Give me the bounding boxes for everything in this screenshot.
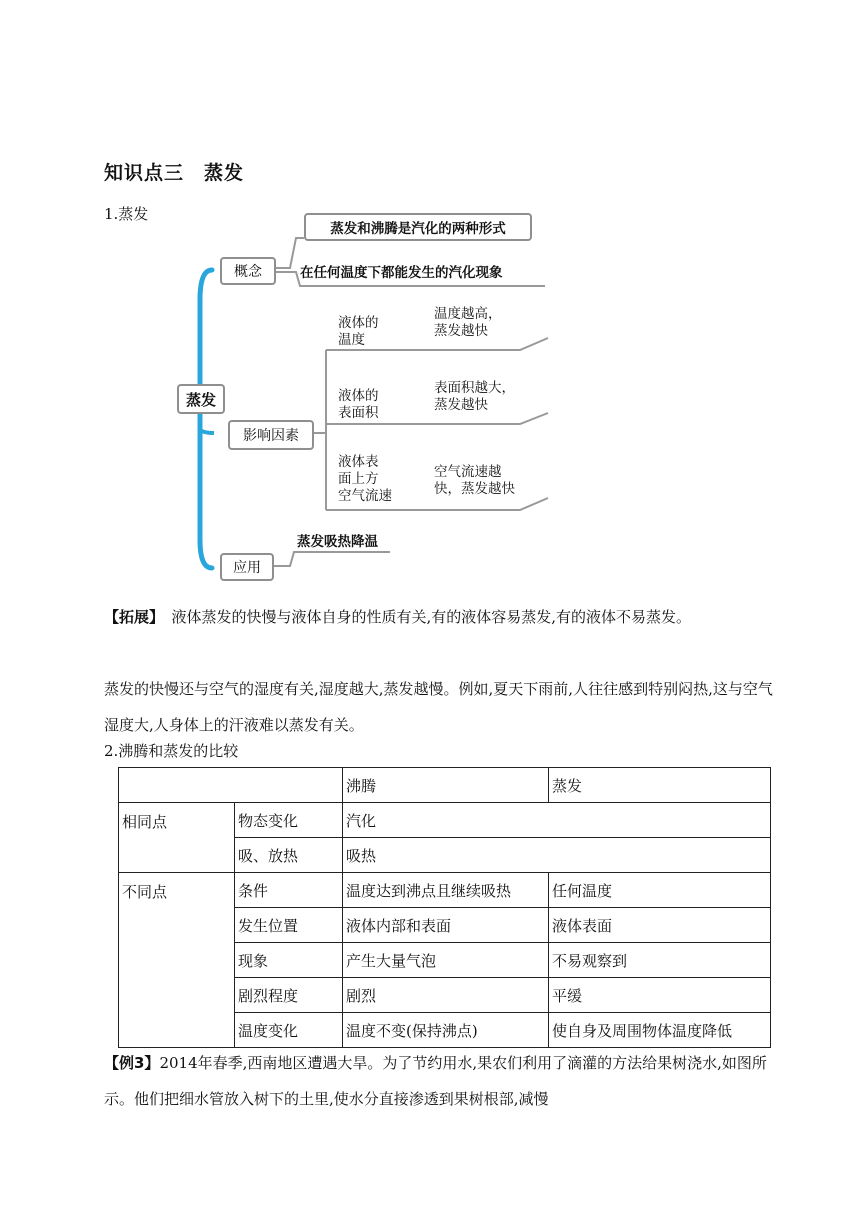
mindmap-concept-definition: 在任何温度下都能发生的汽化现象 [300, 265, 503, 281]
mindmap-factor-surface-area: 液体的 表面积 [338, 388, 379, 421]
section-title: 知识点三 蒸发 [104, 162, 245, 184]
table-row [119, 873, 771, 908]
extension-line1: 液体蒸发的快慢与液体自身的性质有关,有的液体容易蒸发,有的液体不易蒸发。 [156, 608, 692, 626]
example-paragraph [104, 1045, 784, 1117]
mindmap-concept-note: 蒸发和沸腾是汽化的两种形式 [304, 213, 532, 241]
table-cell-evaporation: 使自身及周围物体温度降低 [549, 1013, 771, 1048]
comparison-table [118, 767, 771, 1048]
table-header-cell: 沸腾 [343, 768, 549, 803]
table-cell-aspect: 现象 [235, 943, 343, 978]
mindmap-factors-node: 影响因素 [228, 420, 314, 450]
table-cell-value: 汽化 [343, 803, 771, 838]
mindmap-effect-surface-area: 表面积越大， 蒸发越快 [434, 380, 515, 413]
table-cell-evaporation: 液体表面 [549, 908, 771, 943]
mindmap-application-text: 蒸发吸热降温 [297, 534, 378, 550]
table-cell-aspect: 温度变化 [235, 1013, 343, 1048]
mindmap-root: 蒸发 [177, 384, 225, 414]
table-cell-evaporation: 任何温度 [549, 873, 771, 908]
table-cell-boiling: 温度不变(保持沸点) [343, 1013, 549, 1048]
evaporation-mindmap [0, 0, 860, 600]
mindmap-effect-temperature: 温度越高， 蒸发越快 [434, 306, 502, 339]
mindmap-application-node: 应用 [220, 553, 274, 581]
extension-tag: 【拓展】 [104, 608, 157, 626]
table-cell-aspect: 条件 [235, 873, 343, 908]
table-cell-aspect: 吸、放热 [235, 838, 343, 873]
table-group-same: 相同点 [119, 803, 235, 873]
table-group-diff: 不同点 [119, 873, 235, 1048]
table-cell-value: 吸热 [343, 838, 771, 873]
example-text: 2014年春季,西南地区遭遇大旱。为了节约用水,果农们利用了滴灌的方法给果树浇水,如图所示。他们把细水管放入树下的土里,使水分直接渗透到果树根部,减慢 [104, 1054, 767, 1108]
table-row [119, 803, 771, 838]
table-header-row [119, 768, 771, 803]
table-cell-boiling: 温度达到沸点且继续吸热 [343, 873, 549, 908]
extension-paragraph [104, 599, 784, 635]
table-cell-aspect: 剧烈程度 [235, 978, 343, 1013]
extension-line2: 蒸发的快慢还与空气的湿度有关,湿度越大,蒸发越慢。例如,夏天下雨前,人往往感到特别闷热,这与空气湿度大,人身体上的汗液难以蒸发有关。 [104, 680, 773, 734]
mindmap-effect-airflow: 空气流速越 快，蒸发越快 [434, 464, 515, 497]
mindmap-connectors [0, 0, 860, 600]
table-header-cell: 蒸发 [549, 768, 771, 803]
mindmap-factor-airflow: 液体表 面上方 空气流速 [338, 454, 392, 504]
table-header-cell [119, 768, 343, 803]
table-cell-evaporation: 平缓 [549, 978, 771, 1013]
table-cell-evaporation: 不易观察到 [549, 943, 771, 978]
table-cell-aspect: 物态变化 [235, 803, 343, 838]
table-cell-aspect: 发生位置 [235, 908, 343, 943]
table-cell-boiling: 剧烈 [343, 978, 549, 1013]
table-cell-boiling: 产生大量气泡 [343, 943, 549, 978]
mindmap-concept-node: 概念 [220, 257, 276, 285]
table-cell-boiling: 液体内部和表面 [343, 908, 549, 943]
subheading-evaporation: 1.蒸发 [104, 205, 149, 223]
mindmap-factor-temperature: 液体的 温度 [338, 315, 379, 348]
example-tag: 【例3】 [104, 1054, 160, 1072]
subheading-comparison: 2.沸腾和蒸发的比较 [104, 742, 239, 760]
